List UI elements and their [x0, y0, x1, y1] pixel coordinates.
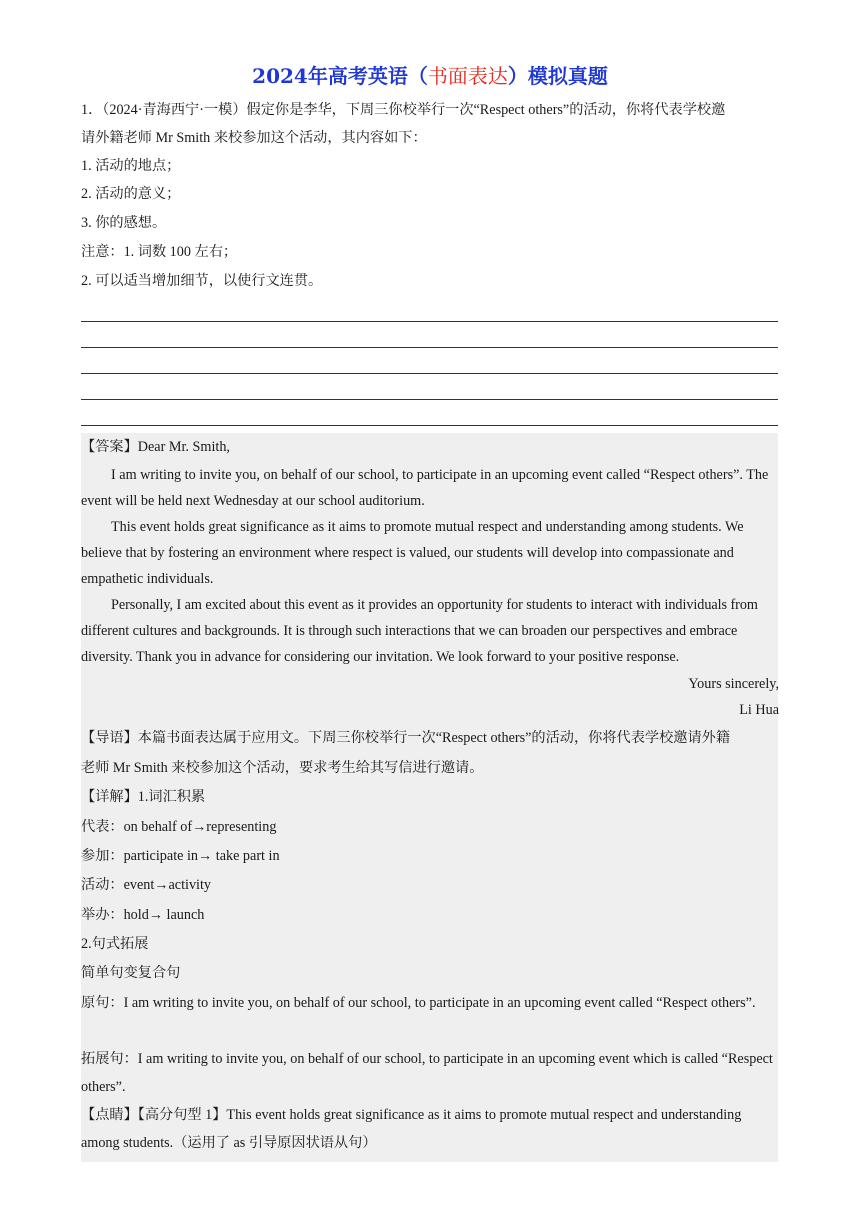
- answer-paragraph-2: This event holds great significance as it aims to promote mutual respect and understanding among students. We believe that by fostering an environment where respect is valued, our students will develop into compassionate and empathetic individuals.: [81, 519, 744, 587]
- answer-header: [81, 437, 230, 457]
- writing-line: [81, 347, 778, 348]
- question-note-1: 注意：1. 词数 100 左右；: [81, 244, 238, 260]
- highlight-block: [81, 1101, 781, 1157]
- answer-signature: Li Hua: [739, 702, 779, 718]
- writing-line: [81, 425, 778, 426]
- vocab-item: 活动：event→activity: [81, 877, 212, 893]
- detail-heading-1: 1.词汇积累: [137, 789, 206, 805]
- guide-line-1: 【导语】本篇书面表达属于应用文。下周三你校举行一次“Respect others”的活动，你将代表学校邀请外籍: [81, 730, 731, 746]
- question-line-2: 请外籍老师 Mr Smith 来校参加这个活动，其内容如下：: [81, 130, 427, 146]
- writing-line: [81, 399, 778, 400]
- vocab-item: 举办：hold→ launch: [81, 907, 205, 923]
- detail-subheading: 简单句变复合句: [81, 965, 181, 981]
- expanded-sentence: 拓展句：I am writing to invite you, on behalf of our school, to participate in an upcoming event which is called “Respect others”.: [81, 1051, 773, 1095]
- page-title: 2024年高考英语（书面表达）模拟真题: [252, 64, 608, 88]
- question-item-3: 3. 你的感想。: [81, 215, 167, 231]
- guide-line-2: 老师 Mr Smith 来校参加这个活动，要求考生给其写信进行邀请。: [81, 760, 484, 776]
- answer-paragraph-1: I am writing to invite you, on behalf of our school, to participate in an upcoming event called “Respect others”. The event will be held next Wednesday at our school auditorium.: [81, 467, 769, 509]
- guide-label: 【导语】: [81, 730, 138, 746]
- detail-label: 【详解】: [81, 789, 138, 805]
- question-item-1: 1. 活动的地点；: [81, 158, 181, 174]
- title-highlight: 书面表达: [427, 64, 508, 88]
- original-sentence: 原句：I am writing to invite you, on behalf of our school, to participate in an upcoming event called “Respect others”.: [81, 995, 756, 1011]
- writing-line: [81, 373, 778, 374]
- question-line-1: 1．（2024·青海西宁·一模）假定你是李华，下周三你校举行一次“Respect others”的活动，你将代表学校邀: [81, 102, 726, 118]
- vocab-item: 参加：participate in→ take part in: [81, 848, 280, 864]
- question-item-2: 2. 活动的意义；: [81, 186, 181, 202]
- answer-paragraph-3: Personally, I am excited about this event as it provides an opportunity for students to interact with individuals from different cultures and backgrounds. It is through such interactions that we can broaden our perspectives and embrace diversity. Thank you in advance for considering our invitation. We look forward to your positive response.: [81, 597, 758, 665]
- highlight-text: This event holds great significance as it aims to promote mutual respect and understanding among students.（运用了 as 引导原因状语从句）: [81, 1107, 742, 1151]
- answer-writing-lines: [81, 321, 778, 451]
- writing-line: [81, 321, 778, 322]
- highlight-label: 【点睛】【高分句型 1】: [81, 1107, 227, 1123]
- answer-closing: Yours sincerely,: [688, 676, 779, 692]
- detail-header: [81, 787, 205, 807]
- answer-greeting: Dear Mr. Smith,: [137, 439, 230, 455]
- answer-label: 【答案】: [81, 439, 138, 455]
- question-note-2: 2. 可以适当增加细节，以使行文连贯。: [81, 273, 323, 289]
- vocab-item: 代表：on behalf of→representing: [81, 819, 277, 835]
- detail-heading-2: 2.句式拓展: [81, 936, 149, 952]
